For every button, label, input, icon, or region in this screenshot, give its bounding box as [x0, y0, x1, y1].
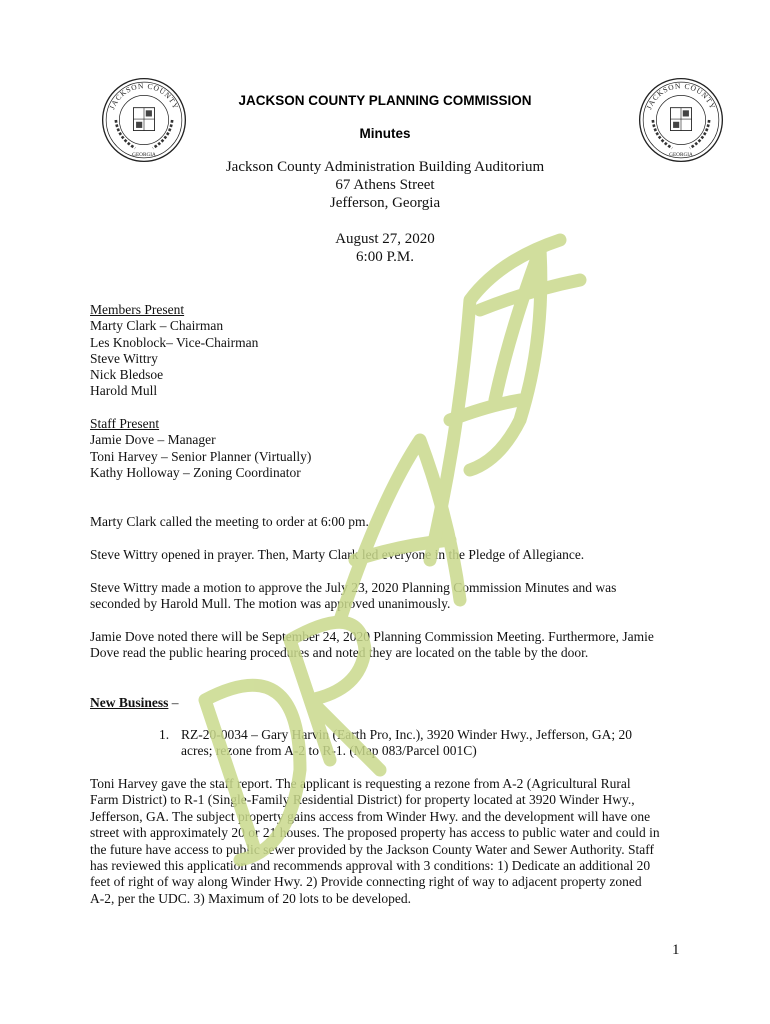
location-line: Jefferson, Georgia: [329, 195, 441, 211]
member-item: Steve Wittry: [90, 350, 158, 366]
document-title: JACKSON COUNTY PLANNING COMMISSION: [238, 93, 532, 108]
paragraph-line: Dove read the public hearing procedures and noted they are located on the table by the door.: [90, 645, 589, 661]
paragraph-line: Jamie Dove noted there will be September 24, 2020 Planning Commission Meeting. Furthermore, Jamie: [90, 629, 654, 644]
svg-text:JACKSON COUNTY: JACKSON COUNTY: [644, 81, 718, 111]
paragraph-line: Marty Clark called the meeting to order at 6:00 pm.: [90, 514, 369, 529]
paragraph-line: Steve Wittry opened in prayer. Then, Marty Clark led everyone in the Pledge of Allegiance.: [90, 547, 585, 562]
staff-heading: Staff Present: [90, 416, 160, 431]
svg-text:GEORGIA: GEORGIA: [132, 152, 156, 159]
location-line: 67 Athens Street: [335, 177, 435, 193]
member-item: Harold Mull: [90, 383, 158, 399]
agenda-item-line: acres; rezone from A-2 to R-1. (Map 083/Parcel 001C): [181, 743, 477, 759]
agenda-item-text: [181, 727, 681, 760]
member-item: Marty Clark – Chairman: [90, 318, 224, 334]
paragraph-line: the future have access to public sewer provided by the Jackson County Water and Sewer Authority. Staff: [90, 841, 655, 857]
paragraph-line: Toni Harvey gave the staff report. The applicant is requesting a rezone from A-2 (Agricultural Rural: [90, 776, 631, 791]
county-seal-right: [637, 76, 725, 164]
svg-text:GEORGIA: GEORGIA: [669, 152, 693, 159]
paragraph-line: Farm District) to R-1 (Single-Family Residential District) for property located at 3920 Winder Hwy.,: [90, 792, 635, 808]
watermark-letter-f: [430, 240, 560, 560]
staff-item: Jamie Dove – Manager: [90, 432, 216, 448]
paragraph-line: Steve Wittry made a motion to approve the July 23, 2020 Planning Commission Minutes and was: [90, 580, 617, 595]
minutes-paragraph: [90, 580, 686, 613]
paragraph-line: has reviewed this application and recommends approval with 3 conditions: 1) Dedicate an additional 20: [90, 858, 651, 874]
minutes-paragraph: [90, 629, 686, 662]
staff-present-section: [90, 416, 690, 481]
members-present-section: [90, 302, 690, 400]
page-number: 1: [672, 942, 680, 958]
minutes-paragraph: [90, 547, 686, 563]
staff-item: Toni Harvey – Senior Planner (Virtually): [90, 448, 312, 464]
member-item: Nick Bledsoe: [90, 367, 164, 383]
location-line: Jackson County Administration Building Auditorium: [225, 159, 545, 175]
minutes-paragraph: [90, 514, 686, 530]
agenda-item-number: 1.: [159, 727, 170, 742]
meeting-time: 6:00 P.M.: [356, 249, 414, 265]
paragraph-line: street with approximately 20 or 21 houses. The proposed property has access to public water and could in: [90, 825, 660, 841]
agenda-item-line: RZ-20-0034 – Gary Harvin (Earth Pro, Inc.), 3920 Winder Hwy., Jefferson, GA; 20: [181, 727, 632, 742]
paragraph-line: feet of right of way along Winder Hwy. 2) Provide connecting right of way to adjacent property zoned: [90, 874, 642, 890]
document-subtitle: Minutes: [359, 126, 411, 141]
staff-item: Kathy Holloway – Zoning Coordinator: [90, 464, 301, 480]
meeting-date: August 27, 2020: [335, 231, 435, 247]
new-business-dash: –: [168, 695, 179, 710]
members-heading: Members Present: [90, 302, 185, 317]
member-item: Les Knoblock– Vice-Chairman: [90, 334, 259, 350]
new-business-heading: [90, 695, 179, 711]
county-seal-left: [100, 76, 188, 164]
new-business-label: New Business: [90, 695, 169, 710]
svg-text:JACKSON COUNTY: JACKSON COUNTY: [107, 81, 181, 111]
paragraph-line: A-2, per the UDC. 3) Maximum of 20 lots to be developed.: [90, 890, 411, 906]
paragraph-line: seconded by Harold Mull. The motion was approved unanimously.: [90, 596, 451, 612]
paragraph-line: Jefferson, GA. The subject property gains access from Winder Hwy. and the development will have one: [90, 808, 651, 824]
staff-report-paragraph: [90, 776, 686, 907]
